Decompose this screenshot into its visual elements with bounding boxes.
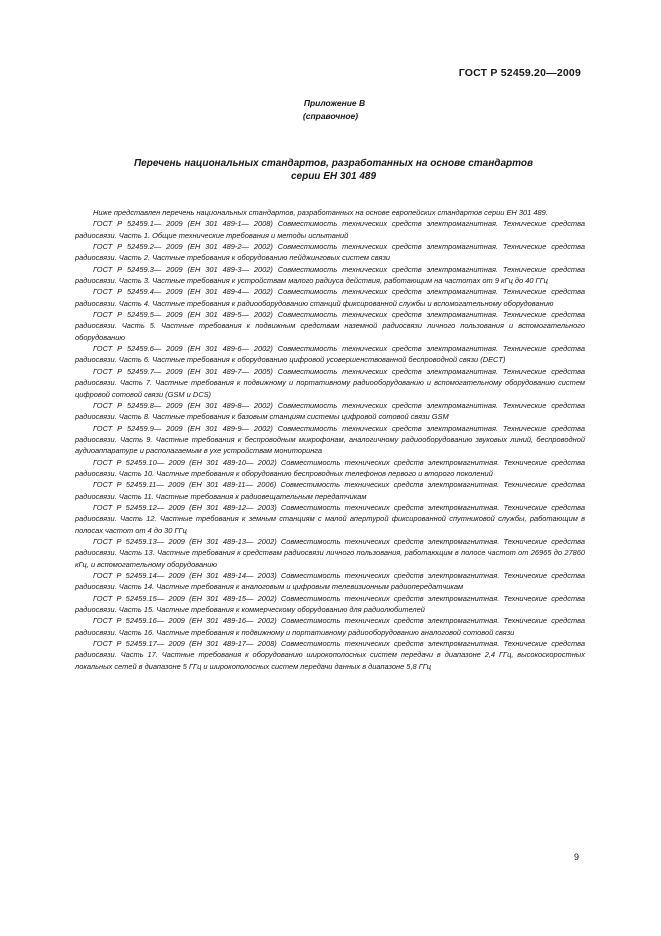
standard-entry: ГОСТ Р 52459.4— 2009 (ЕН 301 489-4— 2002) Совместимость технических средств электромагнитная. Технические средства радиосвязи. Часть 4. Частные требования к радиооборудованию станций фиксированной службы и вспомогательному оборудованию xyxy=(75,287,585,308)
standard-entry: ГОСТ Р 52459.13— 2009 (ЕН 301 489-13— 2002) Совместимость технических средств электромагнитная. Технические средства радиосвязи. Часть 13. Частные требования к средствам радиосвязи личного пользования, работающим в полосе частот от 26965 до 27860 кГц, и вспомогательному оборудованию xyxy=(75,536,585,569)
standard-entry: ГОСТ Р 52459.8— 2009 (ЕН 301 489-8— 2002) Совместимость технических средств электромагнитная. Технические средства радиосвязи. Часть 8. Частные требования к базовым станциям системы цифровой сотовой связи GSM xyxy=(75,400,585,422)
standard-entry: ГОСТ Р 52459.9— 2009 (ЕН 301 489-9— 2002) Совместимость технических средств электромагнитная. Технические средства радиосвязи. Часть 9. Частные требования к беспроводным микрофонам, аналогичному радиооборудованию звуковых линий, беспроводной аудиоаппаратуре и располагаемым в ухе устройствам мониторинга xyxy=(75,423,585,456)
appendix-heading xyxy=(0,97,661,123)
standard-entry: ГОСТ Р 52459.14— 2009 (ЕН 301 489-14— 2003) Совместимость технических средств электромагнитная. Технические средства радиосвязи. Часть 14. Частные требования к аналоговым и цифровым телевизионным радиопередатчикам xyxy=(75,571,585,592)
standard-entry: ГОСТ Р 52459.10— 2009 (ЕН 301 489-10— 2002) Совместимость технических средств электромагнитная. Технические средства радиосвязи. Часть 10. Частные требования к оборудованию беспроводных телефонов первого и второго поколений xyxy=(75,457,585,478)
section-title-line-2: серии ЕН 301 489 xyxy=(290,171,377,182)
appendix-label: Приложение В xyxy=(303,98,366,108)
section-title xyxy=(0,157,661,183)
standard-entry: ГОСТ Р 52459.5— 2009 (ЕН 301 489-5— 2002) Совместимость технических средств электромагнитная. Технические средства радиосвязи. Часть 5. Частные требования к подвижным средствам наземной радиосвязи личного пользования и вспомогательного оборудованию xyxy=(75,310,585,342)
standard-entry: ГОСТ Р 52459.12— 2009 (ЕН 301 489-12— 2003) Совместимость технических средств электромагнитная. Технические средства радиосвязи. Часть 12. Частные требования к земным станциям с малой апертурой фиксированной спутниковой службы, работающим в полосах частот от 4 до 30 ГГц xyxy=(75,502,585,535)
standard-entry: ГОСТ Р 52459.11— 2009 (ЕН 301 489-11— 2006) Совместимость технических средств электромагнитная. Технические средства радиосвязи. Часть 11. Частные требования к радиовещательным передатчикам xyxy=(75,480,585,501)
standard-entry: ГОСТ Р 52459.6— 2009 (ЕН 301 489-6— 2002) Совместимость технических средств электромагнитная. Технические средства радиосвязи. Часть 6. Частные требования к оборудованию цифровой усовершенствованной беспроводной связи (DECT) xyxy=(75,344,585,365)
standard-entry: ГОСТ Р 52459.3— 2009 (ЕН 301 489-3— 2002) Совместимость технических средств электромагнитная. Технические средства радиосвязи. Часть 3. Частные требования к устройствам малого радиуса действия, работающим на частотах от 9 кГц до 40 ГГц xyxy=(75,264,585,286)
standards-list xyxy=(75,207,585,672)
standard-entry: ГОСТ Р 52459.7— 2009 (ЕН 301 489-7— 2005) Совместимость технических средств электромагнитная. Технические средства радиосвязи. Часть 7. Частные требования к подвижному и портативному радиооборудованию и вспомогательному оборудованию систем цифровой сотовой связи (GSM и DCS) xyxy=(75,366,585,399)
document-code: ГОСТ Р 52459.20—2009 xyxy=(458,67,581,79)
section-title-line-1: Перечень национальных стандартов, разработанных на основе стандартов xyxy=(133,158,534,169)
intro-paragraph: Ниже представлен перечень национальных стандартов, разработанных на основе европейских стандартов серии ЕН 301 489. xyxy=(93,208,548,217)
standard-entry: ГОСТ Р 52459.16— 2009 (ЕН 301 489-16— 2002) Совместимость технических средств электромагнитная. Технические средства радиосвязи. Часть 16. Частные требования к подвижному и портативному радиооборудованию аналоговой сотовой связи xyxy=(75,616,585,637)
page-number: 9 xyxy=(573,852,579,862)
standard-entry: ГОСТ Р 52459.17— 2009 (ЕН 301 489-17— 2008) Совместимость технических средств электромагнитная. Технические средства радиосвязи. Часть 17. Частные требования к оборудованию широкополосных систем передачи в диапазоне 2,4 ГГц, высокоскоростных локальных сетей в диапазоне 5 ГГц и широкополосных систем передачи данных в диапазоне 5,8 ГГц xyxy=(75,639,585,671)
standard-entry: ГОСТ Р 52459.15— 2009 (ЕН 301 489-15— 2002) Совместимость технических средств электромагнитная. Технические средства радиосвязи. Часть 15. Частные требования к коммерческому оборудованию для радиолюбителей xyxy=(75,593,585,615)
appendix-type: (справочное) xyxy=(302,111,359,121)
standard-entry: ГОСТ Р 52459.2— 2009 (ЕН 301 489-2— 2002) Совместимость технических средств электромагнитная. Технические средства радиосвязи. Часть 2. Частные требования к оборудованию пейджинговых систем связи xyxy=(75,242,585,263)
standard-entry: ГОСТ Р 52459.1— 2009 (ЕН 301 489-1— 2008) Совместимость технических средств электромагнитная. Технические средства радиосвязи. Часть 1. Общие технические требования и методы испытаний xyxy=(75,219,585,240)
